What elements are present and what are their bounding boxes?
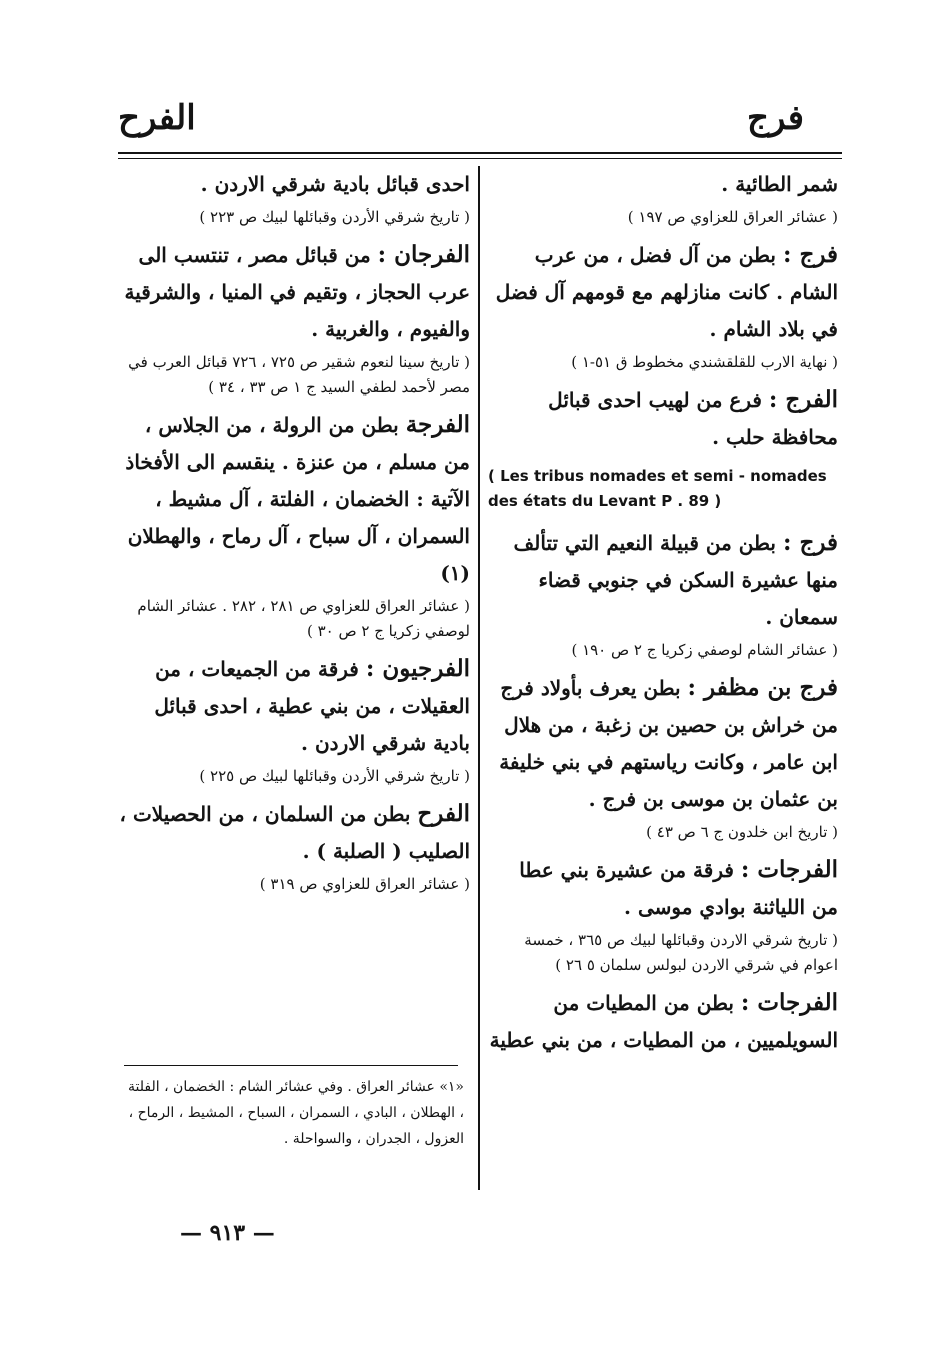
entry-paragraph [118,406,470,592]
entry-text: بطن من آل فضل ، من عرب الشام . كانت منازلهم مع قومهم آل فضل في بلاد الشام . [495,243,838,341]
citation: ( تاريخ شرقي الاردن وقبائلها لبيك ص ٣٦٥ ، خمسة اعوام في شرقي الاردن لبولس سلمان ٥ ٢٦ ) [524,931,838,974]
entry-text: بطن من قبيلة النعيم التي تتألف منها عشيرة السكن في جنوبي قضاء سمعان . [513,531,838,629]
entry-headword: الفرج : [768,386,838,413]
citation: ( تاريخ سينا لنعوم شقير ص ٧٢٥ ، ٧٢٦ قبائل العرب في مصر لأحمد لطفي السيد ج ١ ص ٣٣ ، ٣٤ ) [128,353,470,396]
entry-paragraph [488,236,838,348]
entry-text: من قبائل مصر ، تنتسب الى عرب الحجاز ، وتقيم في المنيا ، والشرقية والفيوم ، والغربية . [124,243,470,341]
citation: ( عشائر الشام لوصفي زكريا ج ٢ ص ١٩٠ ) [571,641,838,659]
entry-paragraph [488,381,838,456]
citation: ( تاريخ ابن خلدون ج ٦ ص ٤٣ ) [646,823,838,841]
citation: ( تاريخ شرقي الأردن وقبائلها لبيك ص ٢٢٥ ) [199,767,470,785]
citation: ( نهاية الارب للقلقشندي مخطوط ق ٥١-١ ) [571,353,838,371]
running-header-left: الفرح [118,98,196,138]
text-paragraph: احدى قبائل بادية شرقي الاردن . [200,172,470,196]
entry-text: فرقة من الجميعات ، من العقيلات ، من بني عطية ، احدى قبائل بادية شرقي الاردن . [154,657,470,755]
entry-text: بطن من المطيات من السويلميين ، من المطيات ، من بني عطية [489,991,838,1052]
citation: ( عشائر العراق للعزاوي ص ٣١٩ ) [259,875,470,893]
latin-citation: ( Les tribus nomades et semi - nomades des états du Levant P . 89 ) [488,467,827,510]
entry-paragraph [488,984,838,1059]
left-column [118,166,470,903]
entry-text: بطن من السلمان ، من الحصيلات ، الصليب ( الصلبة ) . [119,802,470,863]
entry-headword: الفرجات : [740,989,838,1016]
entry-paragraph [488,851,838,926]
entry-text: فرع من لهيب احدى قبائل محافظة حلب . [548,388,838,449]
entry-headword: فرج بن مظفر : [687,674,838,701]
entry-headword: الفرجان : [377,241,470,268]
entry-paragraph [118,795,470,870]
header-rule-bottom [118,158,842,159]
header-rule-top [118,152,842,154]
citation: ( عشائر العراق للعزاوي ص ٢٨١ ، ٢٨٢ . عشائر الشام لوصفي زكريا ج ٢ ص ٣٠ ) [137,597,470,640]
entry-headword: الفرجيون : [365,655,470,682]
entry-paragraph [118,236,470,348]
page-number: — ٩١٣ — [180,1220,275,1246]
footnote: «١» عشائر العراق . وفي عشائر الشام : الخضمان ، الفلتة ، الهطلان ، البادي ، السمران ، السباح ، المشيط ، الرماح ، العزول ، الجدران ، والسواحلة . [128,1079,464,1147]
entry-paragraph [118,650,470,762]
entry-text: فرقة من عشيرة بني عطا من اللياثنة بوادي موسى . [519,858,838,919]
citation: ( عشائر العراق للعزاوي ص ١٩٧ ) [627,208,838,226]
entry-text: بطن من الرولة ، من الجلاس ، من مسلم ، من عنزة . ينقسم الى الأفخاذ الآتية : الخضمان ، الفلتة ، آل مشيط ، السمران ، آل سباح ، آل رماح ، والهطلان (١) [125,413,470,585]
entry-text: بطن يعرف بأولاد فرج من خراش بن حصين بن زغبة ، من هلال ابن عامر ، وكانت رياستهم في بني خليفة بن عثمان بن موسى بن فرج . [499,676,838,811]
entry-paragraph [488,524,838,636]
entry-paragraph [488,669,838,818]
text-paragraph: شمر الطائية . [721,172,838,196]
entry-headword: الفرجة [405,411,470,438]
citation: ( تاريخ شرقي الأردن وقبائلها لبيك ص ٢٢٣ ) [199,208,470,226]
running-header-right: فرج [747,98,804,138]
entry-headword: الفرجات : [740,856,838,883]
entry-headword: فرج : [782,529,838,556]
entry-headword: الفرح [417,800,470,827]
entry-headword: فرج : [782,241,838,268]
column-divider [478,166,480,1190]
right-column [488,166,838,1059]
footnote-rule [124,1065,458,1066]
